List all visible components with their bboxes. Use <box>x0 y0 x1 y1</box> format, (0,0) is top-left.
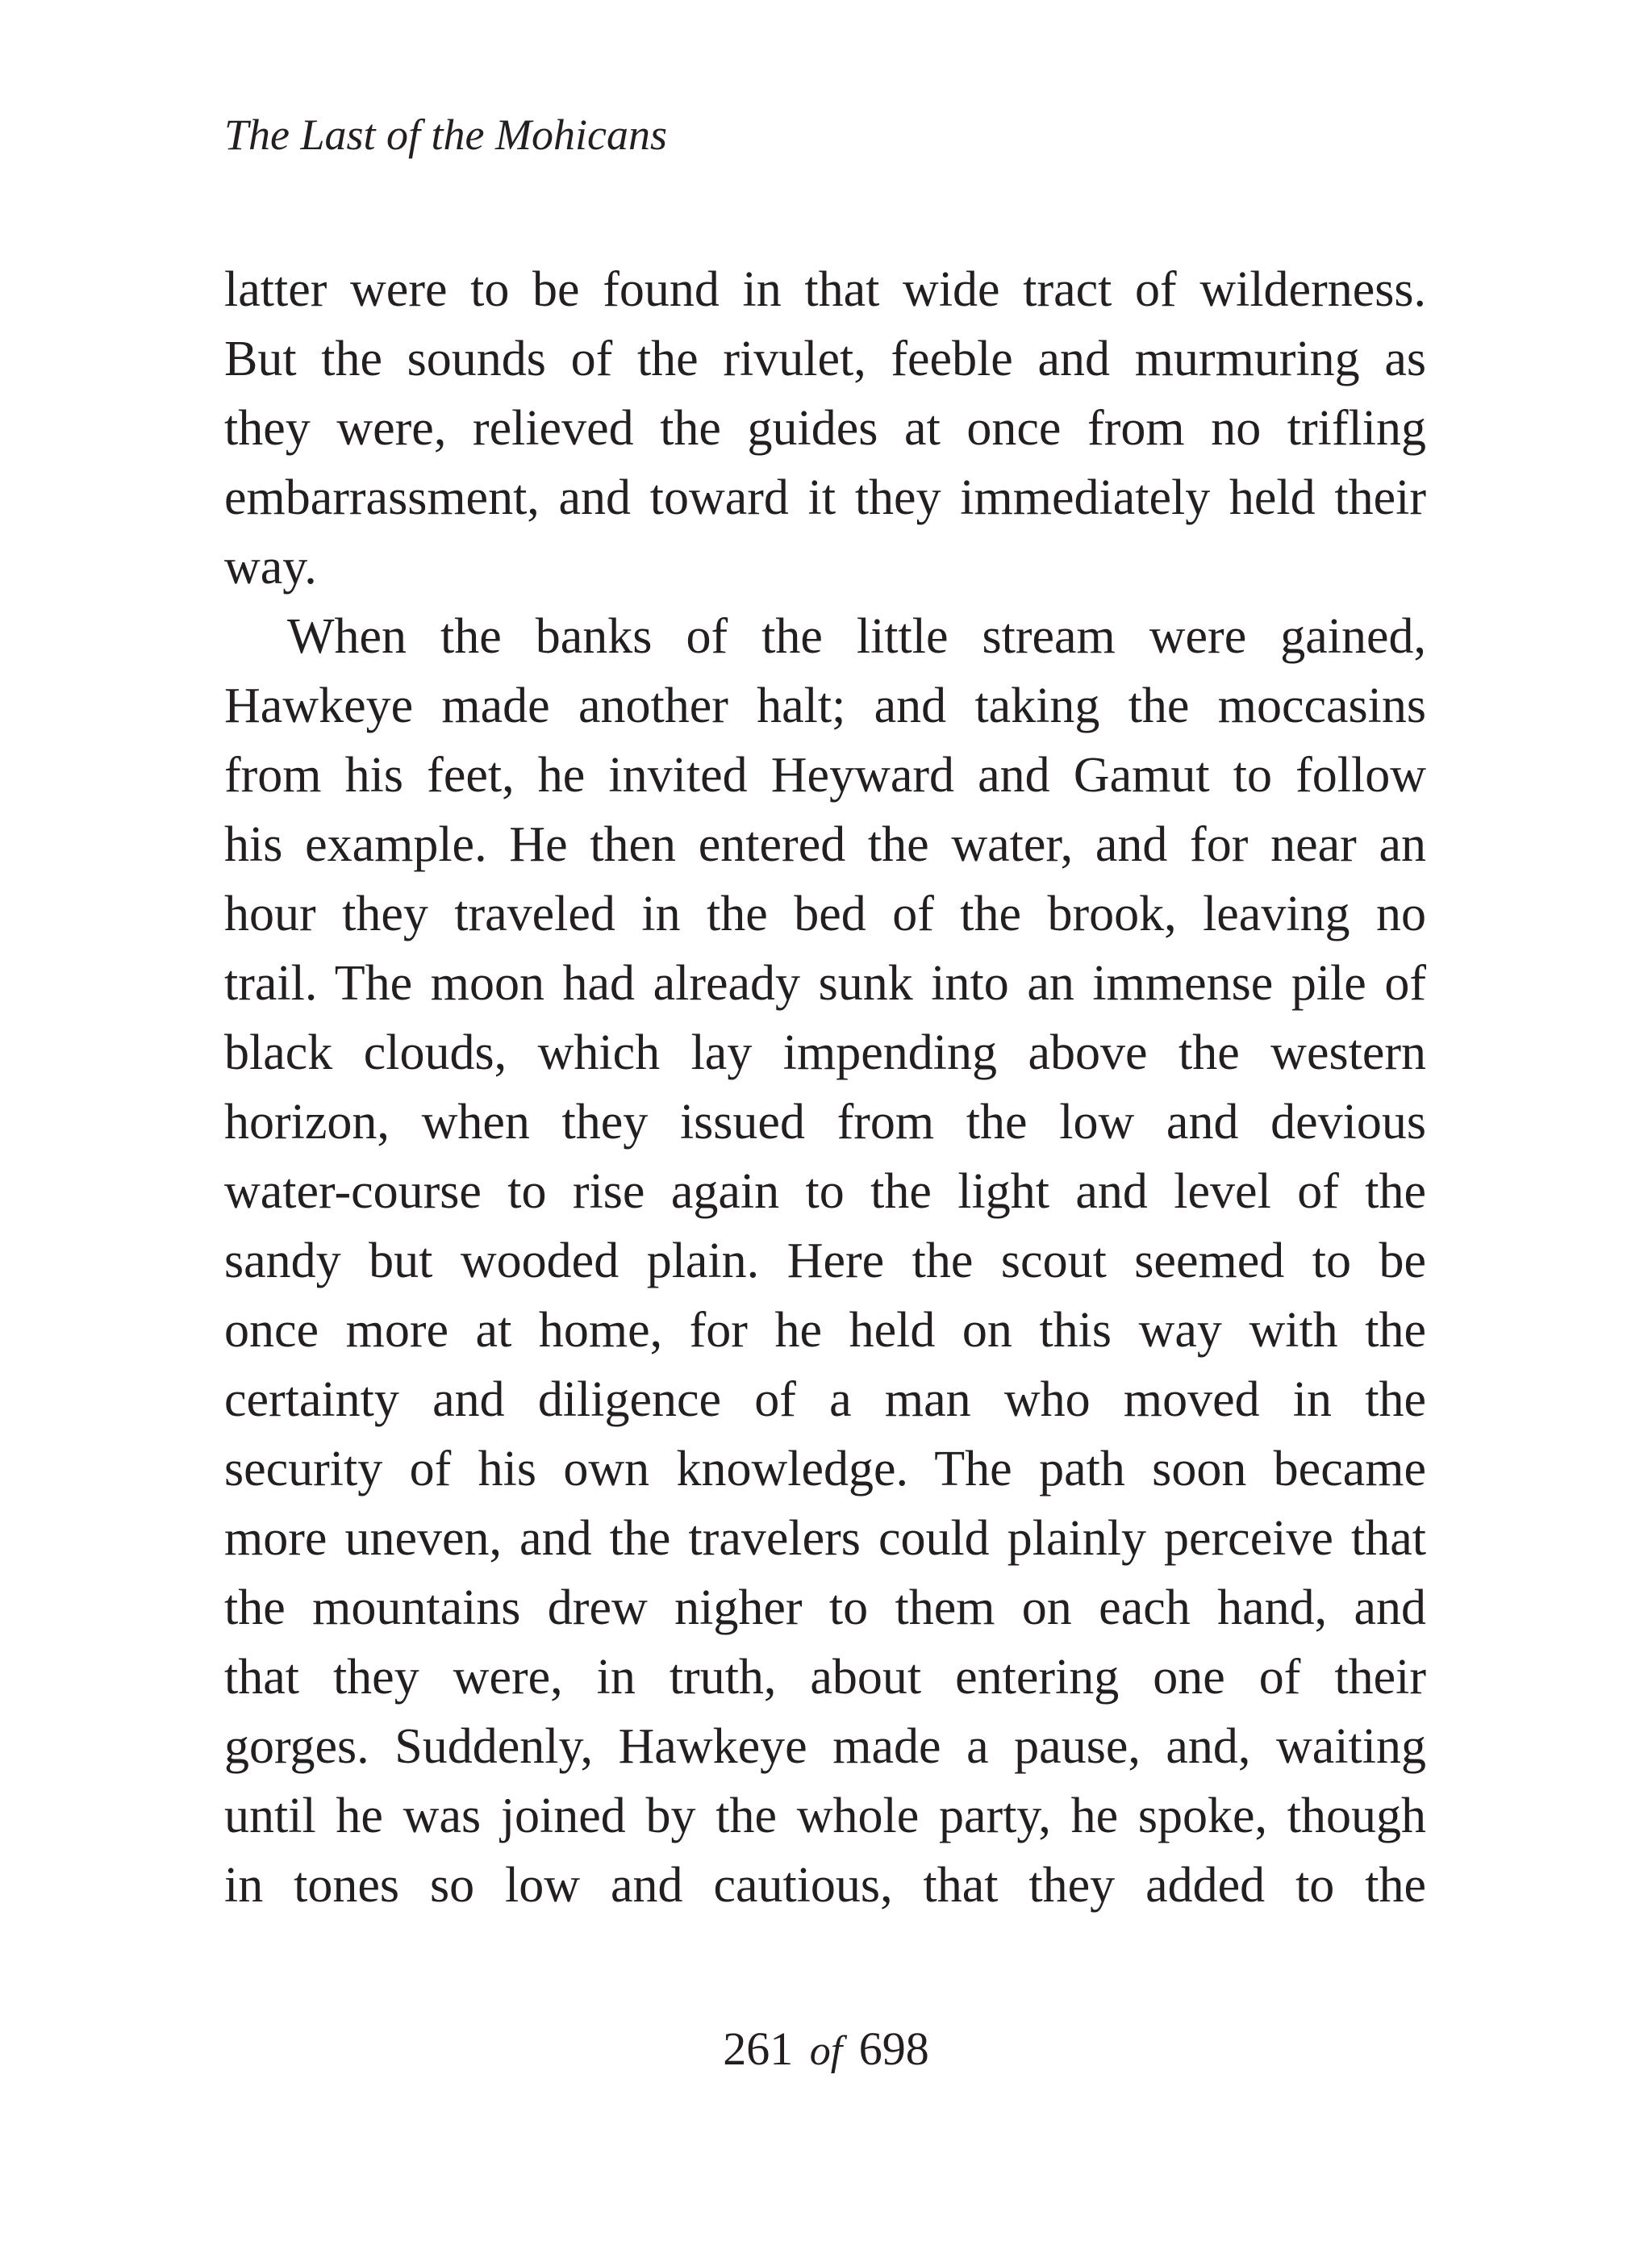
text-line: When the banks of the little stream were gained, <box>287 609 1426 664</box>
text-line: in tones so low and cautious, that they added to the <box>224 1858 1426 1913</box>
text-line: trail. The moon had already sunk into an immense pile of <box>224 956 1426 1011</box>
text-line: Hawkeye made another halt; and taking the moccasins <box>224 678 1426 733</box>
body-text <box>224 255 1426 1920</box>
text-line: until he was joined by the whole party, he spoke, though <box>224 1789 1426 1843</box>
running-title: The Last of the Mohicans <box>224 111 667 159</box>
text-line: his example. He then entered the water, and for near an <box>224 817 1426 872</box>
text-line: But the sounds of the rivulet, feeble and murmuring as <box>224 332 1426 386</box>
text-line: way. <box>224 540 317 595</box>
text-line: they were, relieved the guides at once from no trifling <box>224 401 1426 456</box>
text-line: horizon, when they issued from the low and devious <box>224 1095 1426 1150</box>
text-line: once more at home, for he held on this way with the <box>224 1303 1426 1358</box>
text-line: latter were to be found in that wide tract of wilderness. <box>224 262 1426 317</box>
page-number <box>0 2017 1652 2084</box>
text-line: more uneven, and the travelers could plainly perceive that <box>224 1511 1426 1566</box>
total-page-count: 698 <box>858 2022 929 2075</box>
text-line: black clouds, which lay impending above the western <box>224 1025 1426 1080</box>
text-line: that they were, in truth, about entering one of their <box>224 1650 1426 1705</box>
text-line: certainty and diligence of a man who moved in the <box>224 1372 1426 1427</box>
text-line: hour they traveled in the bed of the brook, leaving no <box>224 887 1426 941</box>
text-line: embarrassment, and toward it they immediately held their <box>224 470 1426 525</box>
text-line: gorges. Suddenly, Hawkeye made a pause, and, waiting <box>224 1719 1426 1774</box>
text-line: from his feet, he invited Heyward and Gamut to follow <box>224 748 1426 803</box>
text-line: sandy but wooded plain. Here the scout seemed to be <box>224 1233 1426 1288</box>
text-line: security of his own knowledge. The path soon became <box>224 1442 1426 1496</box>
text-line: water-course to rise again to the light and level of the <box>224 1164 1426 1219</box>
current-page-number: 261 <box>723 2022 794 2075</box>
page-of-label: of <box>809 2028 843 2074</box>
text-line: the mountains drew nigher to them on each hand, and <box>224 1580 1426 1635</box>
